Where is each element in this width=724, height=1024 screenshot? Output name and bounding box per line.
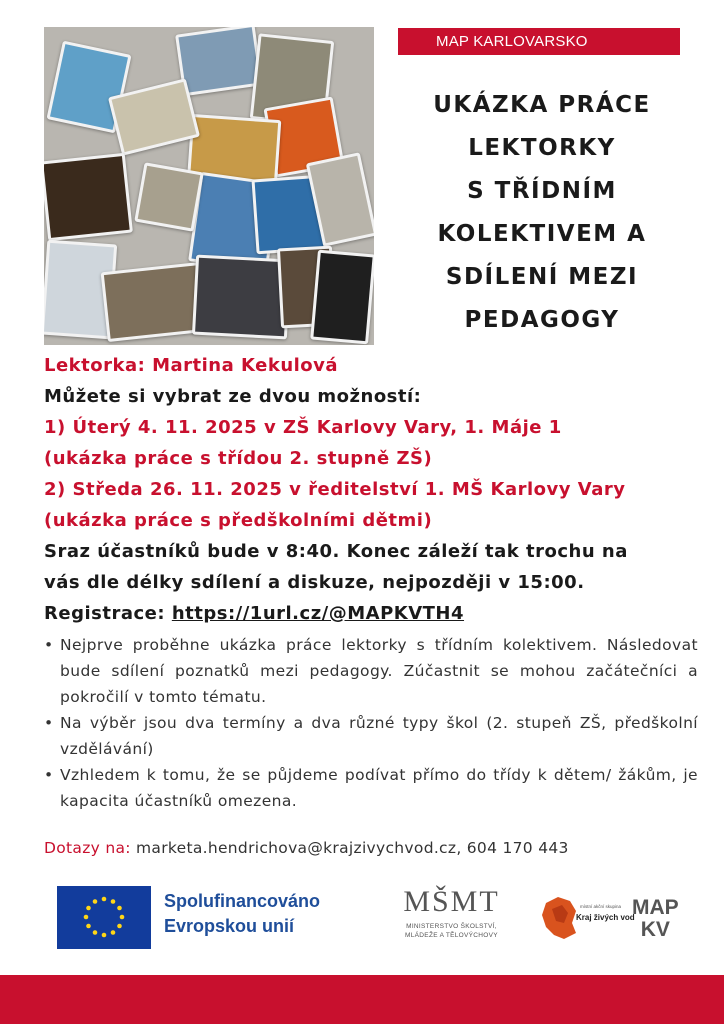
registration-link[interactable]: https://1url.cz/@MAPKVTH4 [171,603,465,624]
map-kv-line-2: KV [640,918,670,941]
option-1: 1) Úterý 4. 11. 2025 v ZŠ Karlovy Vary, 1. Máje 1 [44,417,562,438]
registration-label: Registrace: [44,603,166,624]
title-line-5: SDÍLENÍ MEZI [445,264,639,290]
eu-text-line-1: Spolufinancováno [164,891,321,911]
title-line-2: LEKTORKY [468,135,616,161]
msmt-line-1: MINISTERSTVO ŠKOLSTVÍ, [406,923,497,930]
photo-card-stones [192,255,291,340]
title-line-3: S TŘÍDNÍM [467,178,617,204]
eu-text-line-2: Evropskou unií [164,916,295,936]
list-item: • Na výběr jsou dva termíny a dva různé typy škol (2. stupeň ZŠ, předškolní vzdělávání) [44,710,698,762]
photo-card-hand [310,250,374,345]
details-list [44,632,698,814]
photo-card-firework [44,153,133,241]
list-item: • Nejprve proběhne ukázka práce lektorky s třídním kolektivem. Následovat bude sdílení poznatků mezi pedagogy. Zúčastnit se mohou začátečníci a pokročilí v tomto tématu. [44,632,698,710]
choose-line: Můžete si vybrat ze dvou možností: [44,386,422,407]
title-line-6: PEDAGOGY [464,307,620,333]
meeting-line-1: Sraz účastníků bude v 8:40. Konec záleží tak trochu na [44,541,628,562]
contact-line [44,839,569,857]
contact-value: marketa.hendrichova@krajzivychvod.cz, 604 170 443 [136,839,569,857]
photo-collage [44,27,374,345]
eu-cofunded-text [164,889,320,939]
lecturer-line: Lektorka: Martina Kekulová [44,355,339,376]
option-2: 2) Středa 26. 11. 2025 v ředitelství 1. MŠ Karlovy Vary [44,479,626,500]
msmt-logo [384,882,519,952]
map-kv-line-1: MAP [632,896,679,919]
registration-line [44,598,694,629]
organization-badge: MAP KARLOVARSKO [398,28,680,55]
msmt-mark: MŠMT [403,885,500,918]
option-2-note: (ukázka práce s předškolními dětmi) [44,510,433,531]
title-line-1: UKÁZKA PRÁCE [433,92,651,118]
list-item: • Vzhledem k tomu, že se půjdeme podívat přímo do třídy k dětem/ žákům, je kapacita účastníků omezena. [44,762,698,814]
map-kv-logo [632,897,679,941]
kraj-name: Kraj živých vod [576,913,635,922]
meeting-line-2: vás dle délky sdílení a diskuze, nejpozději v 15:00. [44,572,585,593]
kraj-small-label: místní akční skupina [580,904,622,909]
title-line-4: KOLEKTIVEM A [437,221,647,247]
option-1-note: (ukázka práce s třídou 2. stupně ZŠ) [44,448,433,469]
footer-bar [0,975,724,1024]
region-map-icon [540,893,580,943]
event-info [44,350,694,629]
msmt-line-2: MLÁDEŽE A TĚLOVÝCHOVY [405,932,498,939]
contact-label: Dotazy na: [44,839,131,857]
photo-card-bird [134,162,204,232]
page-title [392,84,692,342]
photo-card-plane [175,27,263,96]
eu-flag-icon [57,886,151,949]
kraj-zivych-vod-logo [540,893,635,945]
